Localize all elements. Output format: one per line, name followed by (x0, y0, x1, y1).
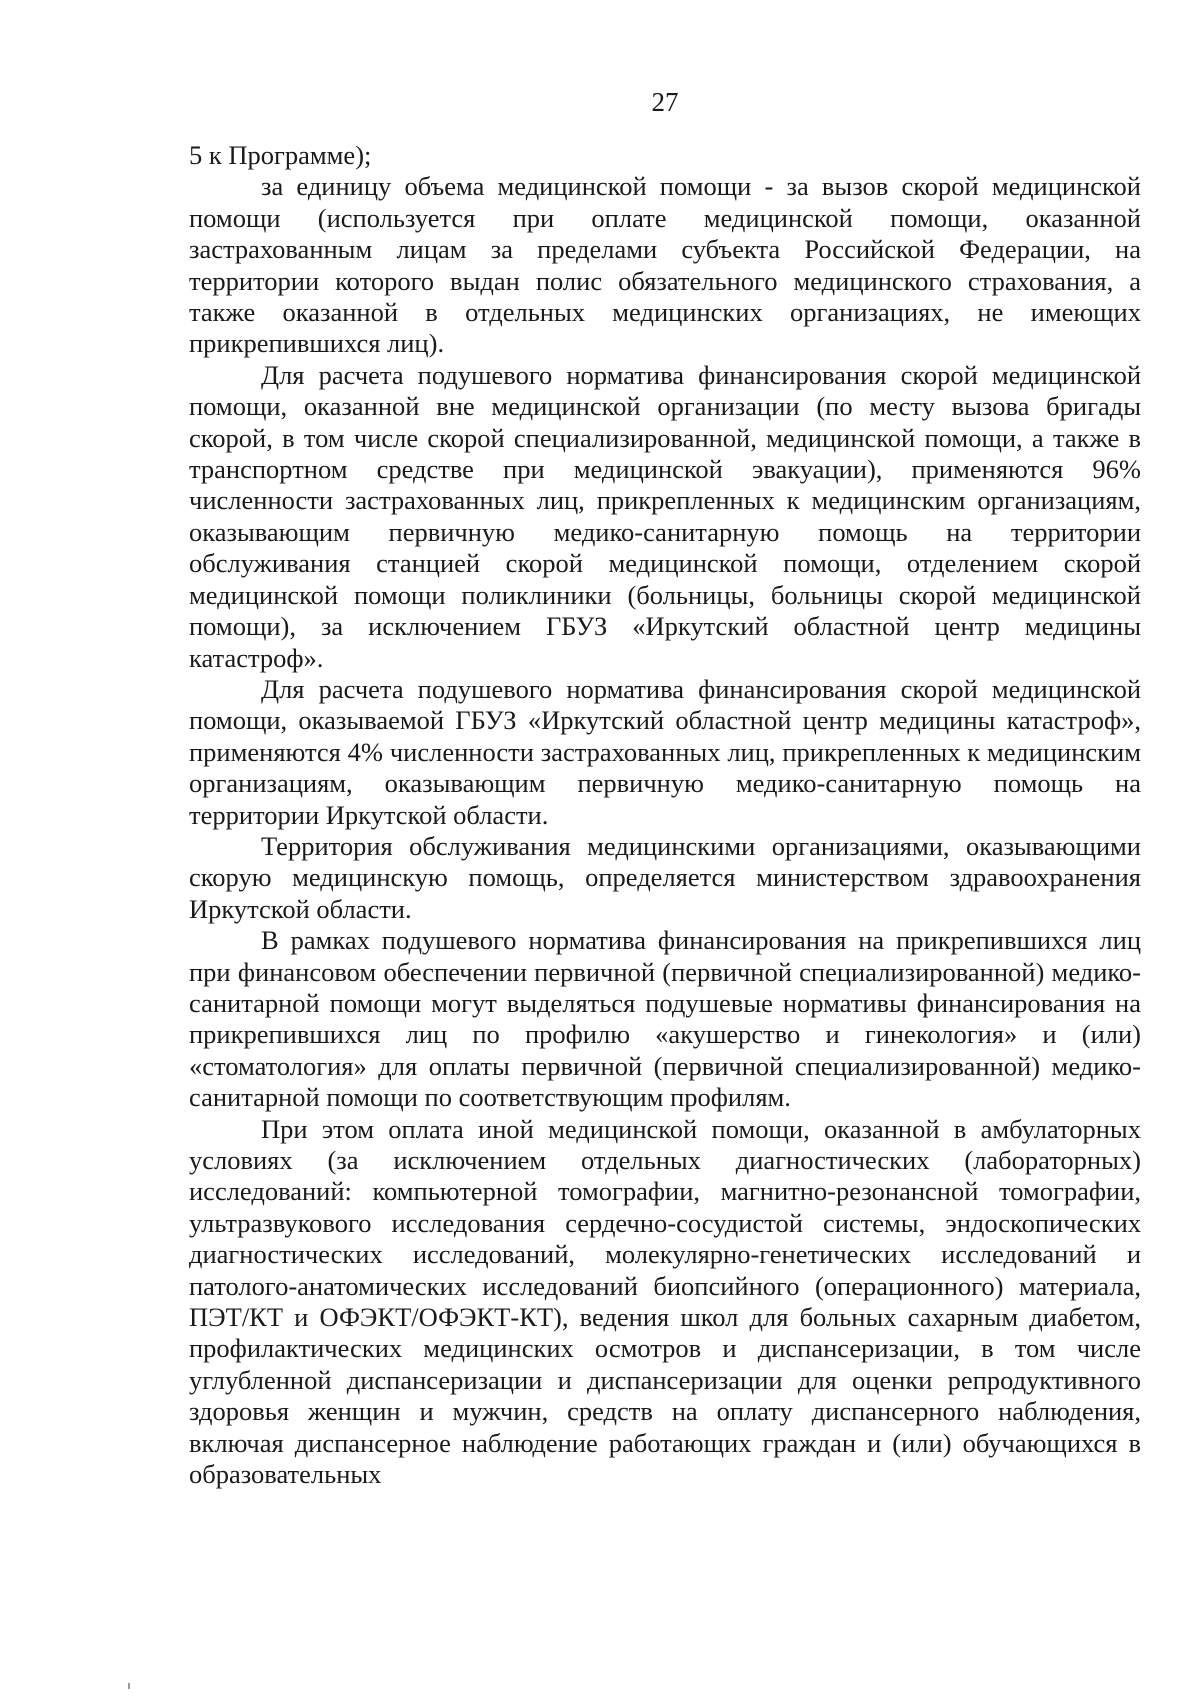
paragraph-other-outpatient-care: При этом оплата иной медицинской помощи, оказанной в амбулаторных условиях (за исключением отдельных диагностических (лабораторных) исследований: компьютерной томографии, магнитно-резонансной томографии, ультразвукового исследования сердечно-сосудистой системы, эндоскопических диагностических исследований, молекулярно-генетических исследований и патолого-анатомических исследований биопсийного (операционного) материала, ПЭТ/КТ и ОФЭКТ/ОФЭКТ-КТ), ведения школ для больных сахарным диабетом, профилактических медицинских осмотров и диспансеризации, в том числе углубленной диспансеризации и диспансеризации для оценки репродуктивного здоровья женщин и мужчин, средств на оплату диспансерного наблюдения, включая диспансерное наблюдение работающих граждан и (или) обучающихся в образовательных (189, 1113, 1141, 1490)
scan-artifact-mark (128, 1683, 130, 1689)
document-text (189, 140, 1141, 1490)
paragraph-service-territory: Территория обслуживания медицинскими организациями, оказывающими скорую медицинскую помощь, определяется министерством здравоохранения Иркутской области. (189, 830, 1141, 924)
paragraph-ambulance-96-percent: Для расчета подушевого норматива финансирования скорой медицинской помощи, оказанной вне медицинской организации (по месту вызова бригады скорой, в том числе скорой специализированной, медицинской помощи, а также в транспортном средстве при медицинской эвакуации), применяются 96% численности застрахованных лиц, прикрепленных к медицинским организациям, оказывающим первичную медико-санитарную помощь на территории обслуживания станцией скорой медицинской помощи, отделением скорой медицинской помощи поликлиники (больницы, больницы скорой медицинской помощи), за исключением ГБУЗ «Иркутский областной центр медицины катастроф». (189, 359, 1141, 673)
paragraph-continuation: 5 к Программе); (189, 140, 372, 170)
paragraph-disaster-center-4-percent: Для расчета подушевого норматива финансирования скорой медицинской помощи, оказываемой ГБУЗ «Иркутский областной центр медицины катастроф», применяются 4% численности застрахованных лиц, прикрепленных к медицинским организациям, оказывающим первичную медико-санитарную помощь на территории Иркутской области. (189, 673, 1141, 830)
paragraph-per-capita-profiles: В рамках подушевого норматива финансирования на прикрепившихся лиц при финансовом обеспечении первичной (первичной специализированной) медико-санитарной помощи могут выделяться подушевые нормативы финансирования на прикрепившихся лиц по профилю «акушерство и гинекология» и (или) «стоматология» для оплаты первичной (первичной специализированной) медико-санитарной помощи по соответствующим профилям. (189, 925, 1141, 1113)
paragraph-ambulance-unit: за единицу объема медицинской помощи - за вызов скорой медицинской помощи (используется при оплате медицинской помощи, оказанной застрахованным лицам за пределами субъекта Российской Федерации, на территории которого выдан полис обязательного медицинского страхования, а также оказанной в отдельных медицинских организациях, не имеющих прикрепившихся лиц). (189, 171, 1141, 359)
page-number: 27 (651, 87, 679, 117)
